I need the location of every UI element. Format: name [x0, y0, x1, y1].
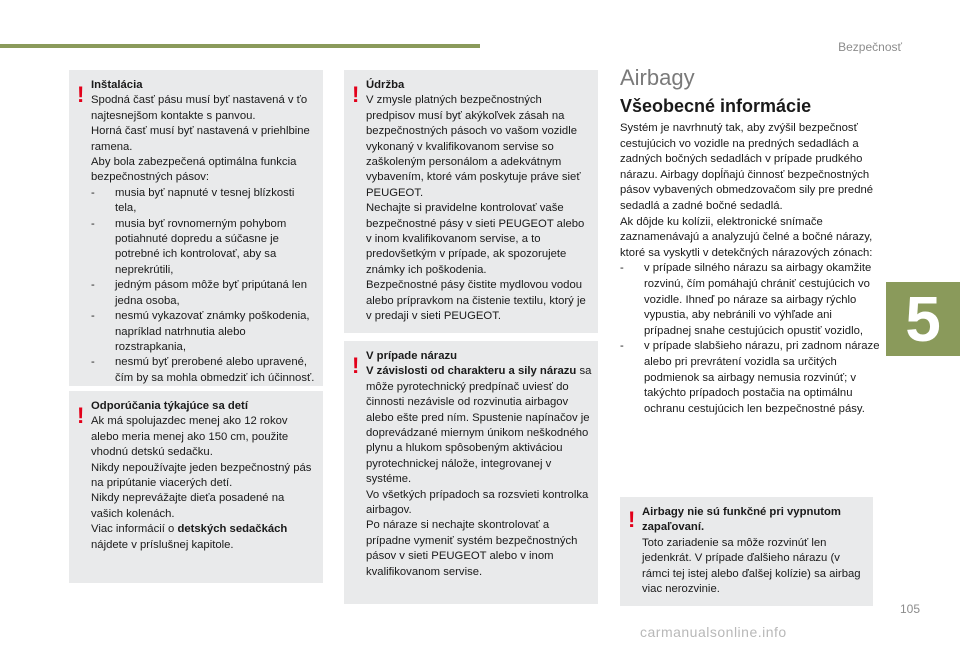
note-title: Inštalácia [91, 79, 143, 91]
note-text: Aby bola zabezpečená optimálna funkcia bezpečnostných pásov: [91, 156, 297, 184]
note-title: V prípade nárazu [366, 350, 458, 362]
note-text: V závislosti od charakteru a sily nárazu sa môže pyrotechnický predpínač uviesť do činnosti nezávisle od rozvinutia airbagov alebo ešte pred ním. Spustenie napínačov je doprevádzané miernym únikom neškodného plynu a hlukom spôsobeným aktiváciou pyrotechnickej náložе, integrovanej v systéme. [366, 365, 592, 486]
note-text: Viac informácií o detských sedačkách nájdete v príslušnej kapitole. [91, 523, 288, 551]
paragraph: Systém je navrhnutý tak, aby zvýšil bezpečnosť cestujúcich vo vozidle na predných sedadlách a zadných bočných sedadlách v prípade prudkého nárazu. Airbagy dopĺňajú činnosť bezpečnostných pásov vybavených obmedzovačom sily pre predné sedadlá a zadné bočné sedadlá. [620, 122, 874, 212]
warning-icon: ! [77, 82, 85, 107]
note-text: Bezpečnostné pásy čistite mydlovou vodou alebo prípravkom na čistenie textilu, ktorý je v predaji v sieti PEUGEOT. [366, 279, 586, 323]
list-item: - musia byť napnuté v tesnej blízkosti tela, [91, 186, 295, 215]
note-text: Toto zariadenie sa môže rozvinúť len jedenkrát. V prípade ďalšieho nárazu (v rámci tej istej alebo ďalšej kolízie) sa airbag viac nerozvinie. [642, 536, 861, 596]
subsection-heading: Všeobecné informácie [620, 96, 812, 116]
chapter-tab: 5 [886, 282, 960, 356]
collision-note [344, 341, 598, 604]
header-accent-bar [0, 44, 480, 48]
warning-icon: ! [628, 507, 636, 532]
paragraph: Ak dôjde ku kolízii, elektronické snímače zaznamenávajú a analyzujú čelné a bočné nárazy, ktoré sa vyskytli v detekčných nárazových zónach: [620, 215, 873, 259]
warning-icon: ! [77, 403, 85, 428]
page-number: 105 [900, 602, 921, 616]
airbag-section [620, 64, 880, 417]
note-text: Vo všetkých prípadoch sa rozsvieti kontrolka airbagov. [366, 488, 589, 517]
note-text: V zmysle platných bezpečnostných predpisov musí byť akýkoľvek zásah na bezpečnostných pásoch vo vašom vozidle vykonaný v kvalifikovanom servise so zaškoleným personálom a adekvátnym vybavením, ktoré vám poskytuje práve sieť PEUGEOT. [366, 94, 581, 199]
watermark: carmanualsonline.info [640, 624, 787, 640]
list-item: - musia byť rovnomerným pohybom potiahnuté dopredu a súčasne je potrebné ich kontrolovať, aby sa neprekrútili, [91, 217, 287, 276]
note-title: Odporúčania týkajúce sa detí [91, 400, 248, 412]
section-heading: Airbagy [620, 65, 695, 90]
airbag-ignition-note [620, 497, 873, 606]
list-item: - jedným pásom môže byť pripútaná len jedna osoba, [91, 279, 307, 307]
list-item: - v prípade slabšieho nárazu, pri zadnom náraze alebo pri prevrátení vozidla sa určitých podmienok sa airbagy nemusia rozvinúť; v takýchto prípadoch postačia na optimálnu ochranu cestujúcich len bezpečnostné pásy. [620, 340, 880, 415]
installation-note [69, 70, 323, 386]
note-text: Po náraze si nechajte skontrolovať a prípadne vymeniť systém bezpečnostných pásov v sieti PEUGEOT alebo v inom kvalifikovanom servise. [366, 519, 578, 578]
note-text: Ak má spolujazdec menej ako 12 rokov alebo meria menej ako 150 cm, použite vhodnú detskú sedačku. [91, 415, 289, 459]
warning-icon: ! [352, 82, 360, 107]
note-text: Nechajte si pravidelne kontrolovať vaše bezpečnostné pásy v sieti PEUGEOT alebo v inom kvalifikovanom servise, a to predovšetkým v prípade, ak spozorujete známky ich poškodenia. [366, 202, 585, 276]
section-title: Bezpečnosť [838, 40, 902, 54]
note-title: Airbagy nie sú funkčné pri vypnutom zapaľovaní. [642, 506, 841, 534]
note-text: Spodná časť pásu musí byť nastavená v ťo najtesnejšom kontakte s panvou. [91, 94, 308, 122]
maintenance-note [344, 70, 598, 333]
children-recommendation-note [69, 391, 323, 583]
list-item: - v prípade silného nárazu sa airbagy okamžite rozvinú, čím pomáhajú chrániť cestujúcich vo vozidle. Ihneď po náraze sa airbagy rýchlo vypustia, aby nebránili vo výhľade ani prípadnej snahe cestujúcich opustiť vozidlo, [620, 262, 872, 337]
note-title: Údržba [366, 79, 405, 91]
note-text: Horná časť musí byť nastavená v priehlbine ramena. [91, 125, 310, 153]
note-text: Nikdy nepoužívajte jeden bezpečnostný pás na pripútanie viacerých detí. [91, 461, 312, 490]
note-text: Nikdy neprevážajte dieťa posadené na vašich kolenách. [91, 492, 285, 520]
warning-icon: ! [352, 353, 360, 378]
list-item: - nesmú byť prerobené alebo upravené, čím by sa mohla obmedziť ich účinnosť. [91, 356, 315, 384]
list-item: - nesmú vykazovať známky poškodenia, napríklad natrhnutia alebo rozstrapkania, [91, 310, 310, 353]
